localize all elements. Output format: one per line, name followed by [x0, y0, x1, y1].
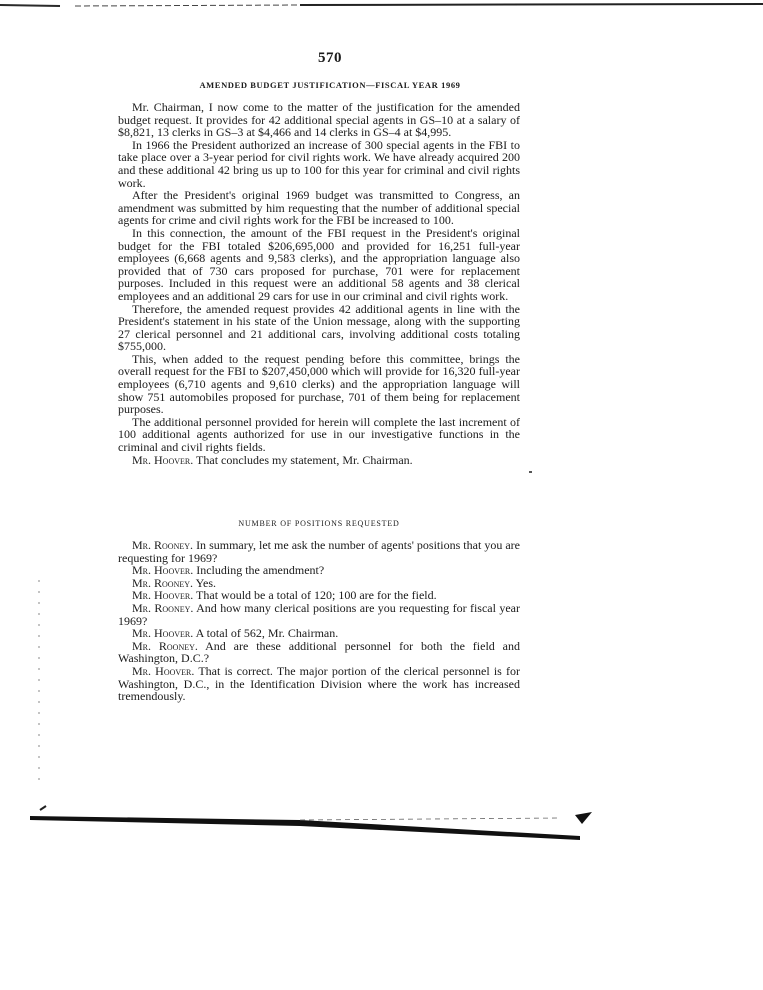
dialogue-line: Mr. Rooney. And how many clerical positions are you requesting for fiscal year 1969?: [118, 600, 520, 628]
statement-body: [118, 101, 520, 466]
speaker-name: Mr. Hoover.: [132, 663, 195, 678]
paragraph: Mr. Chairman, I now come to the matter of the justification for the amended budget request. It provides for 42 additional special agents in GS–10 at a salary of $8,821, 13 clerks in GS–3 at $4,466 and 14 clerks in GS–4 at $4,995.: [118, 100, 520, 140]
dialogue-line: Mr. Rooney. Yes.: [132, 575, 217, 590]
paragraph: After the President's original 1969 budget was transmitted to Congress, an amendment was submitted by him requesting that the number of additional special agents for crime and civil rights work for the FBI be increased to 100.: [118, 188, 520, 228]
dialogue-line: Mr. Hoover. Including the amendment?: [132, 563, 325, 578]
top-scan-rule: [0, 0, 763, 12]
dialogue-body: [118, 539, 520, 703]
speaker-name: Mr. Rooney.: [132, 575, 194, 590]
speaker-name: Mr. Hoover.: [132, 588, 194, 603]
paragraph: Mr. Hoover. That concludes my statement, Mr. Chairman.: [132, 452, 413, 467]
section-heading: NUMBER OF POSITIONS REQUESTED: [238, 519, 400, 528]
paragraph: The additional personnel provided for herein will complete the last increment of 100 additional agents authorized for use in our investigative functions in the criminal and civil rights fields.: [118, 414, 520, 455]
dialogue-line: Mr. Hoover. That would be a total of 120; 100 are for the field.: [132, 588, 437, 603]
bottom-scan-rule: [0, 800, 763, 845]
paragraph: This, when added to the request pending before this committee, brings the overall request for the FBI to $207,450,000 which will provide for 16,320 full-year employees (6,710 agents and 9,610 clerks) and the appropriation language will show 751 automobiles proposed for purchase, 701 of them being for replacement purposes.: [118, 351, 520, 417]
speaker-name: Mr. Rooney.: [132, 638, 198, 653]
left-margin-scan-marks: [34, 580, 44, 780]
speaker-name: Mr. Rooney.: [132, 600, 194, 615]
margin-mark: [528, 470, 534, 474]
running-head: AMENDED BUDGET JUSTIFICATION—FISCAL YEAR 1969: [199, 80, 461, 90]
speaker-name: Mr. Hoover.: [132, 626, 194, 641]
page-number: 570: [318, 50, 342, 66]
speaker-name: Mr. Rooney.: [132, 538, 194, 552]
speaker-name: Mr. Hoover.: [132, 452, 194, 467]
paragraph: Therefore, the amended request provides 42 additional agents in line with the President's statement in his state of the Union message, along with the supporting 27 clerical personnel and 21 additional cars, involving additional costs totaling $755,000.: [118, 301, 520, 354]
speaker-name: Mr. Hoover.: [132, 563, 194, 578]
paragraph: In 1966 the President authorized an increase of 300 special agents in the FBI to take place over a 3-year period for civil rights work. We have already acquired 200 and these additional 42 bring us up to 100 for this year for criminal and civil rights work.: [118, 137, 520, 190]
dialogue-line: Mr. Hoover. A total of 562, Mr. Chairman.: [132, 626, 339, 641]
paragraph: In this connection, the amount of the FBI request in the President's original budget for the FBI totaled $206,695,000 and provided for 16,251 full-year employees (6,668 agents and 9,583 clerks), and the appropriation language also provided that of 730 cars proposed for purchase, 701 were for replacement purposes. Included in this request were an additional 58 agents and 38 clerical employees and an additional 29 cars for use in our criminal and civil rights work.: [118, 225, 520, 303]
dialogue-line: Mr. Rooney. In summary, let me ask the number of agents' positions that you are requesting for 1969?: [118, 538, 520, 565]
dialogue-line: Mr. Rooney. And are these additional personnel for both the field and Washington, D.C.?: [118, 638, 520, 666]
dialogue-line: Mr. Hoover. That is correct. The major portion of the clerical personnel is for Washington, D.C., in the Identification Division where the work has increased tremendously.: [118, 663, 520, 704]
